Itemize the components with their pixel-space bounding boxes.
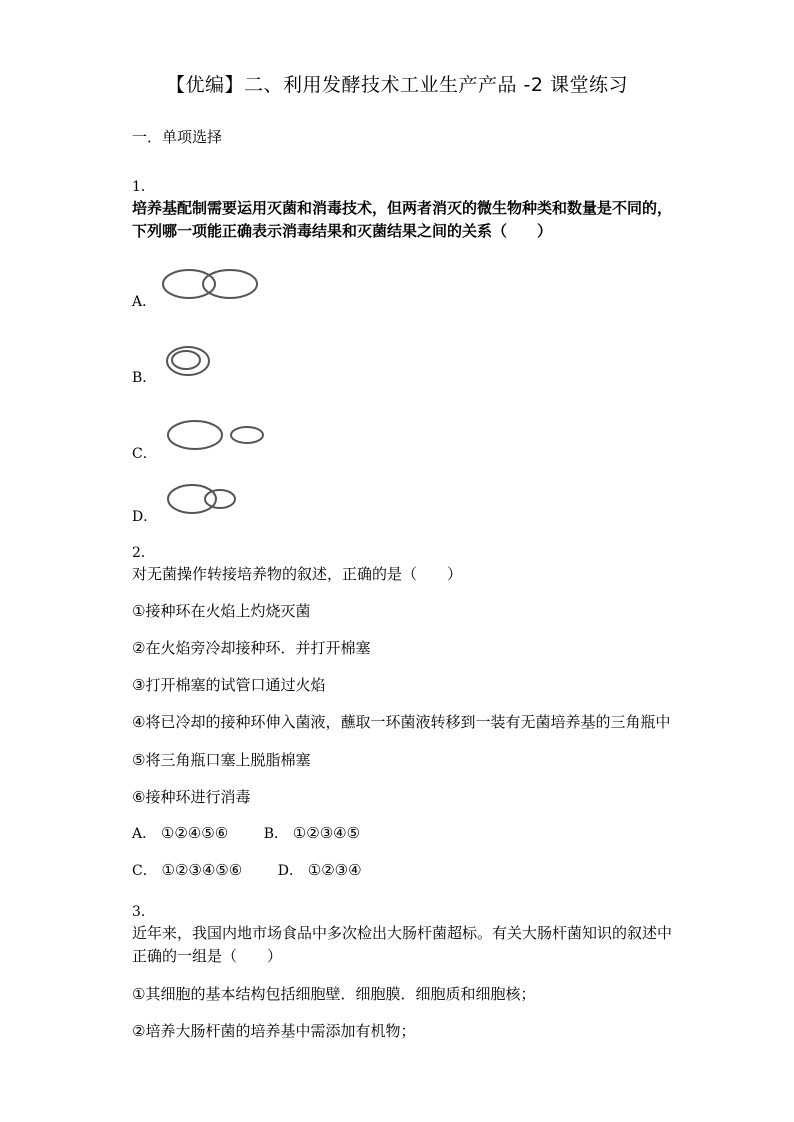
q2-statement-5: ⑤将三角瓶口塞上脱脂棉塞 <box>132 751 311 769</box>
q1-option-b-label: B． <box>132 370 157 386</box>
q2-statement-1: ①接种环在火焰上灼烧灭菌 <box>132 602 311 620</box>
section-heading: 一．单项选择 <box>132 128 223 146</box>
q2-statement-2: ②在火焰旁冷却接种环．并打开棉塞 <box>132 639 371 657</box>
q1-option-c-diagram <box>160 418 280 454</box>
small-circle <box>231 427 263 443</box>
q1-option-d-label: D． <box>132 509 158 525</box>
q1-option-b-diagram <box>160 344 220 380</box>
q3-statement-2: ②培养大肠杆菌的培养基中需添加有机物； <box>132 1022 416 1040</box>
large-circle <box>168 421 222 449</box>
question-3-stem-line2: 正确的一组是（ ） <box>132 947 283 965</box>
q2-choices-row-1 <box>132 823 360 843</box>
disinfection-circle <box>163 270 215 298</box>
inner-circle <box>172 351 200 369</box>
q2-choice-a: ①②④⑤⑥ <box>160 824 229 842</box>
q2-choice-c-label: C． <box>132 863 157 879</box>
question-2-number: 2． <box>132 545 155 561</box>
question-3-number: 3． <box>132 904 155 920</box>
q2-choices-row-2 <box>132 860 362 880</box>
q1-option-c-label: C． <box>132 446 157 462</box>
sterilization-circle <box>203 270 257 298</box>
q2-statement-6: ⑥接种环进行消毒 <box>132 788 251 806</box>
q1-option-a-label: A． <box>132 294 157 310</box>
question-1-stem-line1: 培养基配制需要运用灭菌和消毒技术，但两者消灭的微生物种类和数量是不同的， <box>132 199 673 217</box>
q3-statement-1: ①其细胞的基本结构包括细胞壁．细胞膜．细胞质和细胞核； <box>132 985 536 1003</box>
q2-choice-a-label: A． <box>132 826 157 842</box>
q2-choice-b-label: B． <box>263 826 289 842</box>
q1-option-d-diagram <box>160 482 250 518</box>
q2-statement-4: ④将已冷却的接种环伸入菌液，蘸取一环菌液转移到一装有无菌培养基的三角瓶中 <box>132 713 671 731</box>
q2-choice-d: ①②③④ <box>307 861 362 879</box>
q1-option-a-diagram <box>160 266 270 302</box>
q2-choice-b: ①②③④⑤ <box>292 824 361 842</box>
question-3-stem-line1: 近年来，我国内地市场食品中多次检出大肠杆菌超标。有关大肠杆菌知识的叙述中 <box>132 924 673 942</box>
q2-choice-c: ①②③④⑤⑥ <box>161 861 243 879</box>
small-circle <box>205 490 235 508</box>
question-2-stem: 对无菌操作转接培养物的叙述，正确的是（ ） <box>132 565 463 583</box>
question-1-stem-line2: 下列哪一项能正确表示消毒结果和灭菌结果之间的关系（ ） <box>132 222 553 240</box>
large-circle <box>168 485 216 513</box>
question-1-number: 1． <box>132 179 155 195</box>
page-title: 【优编】二、利用发酵技术工业生产产品 -2 课堂练习 <box>165 74 629 96</box>
q2-choice-d-label: D． <box>277 863 303 879</box>
q2-statement-3: ③打开棉塞的试管口通过火焰 <box>132 676 326 694</box>
